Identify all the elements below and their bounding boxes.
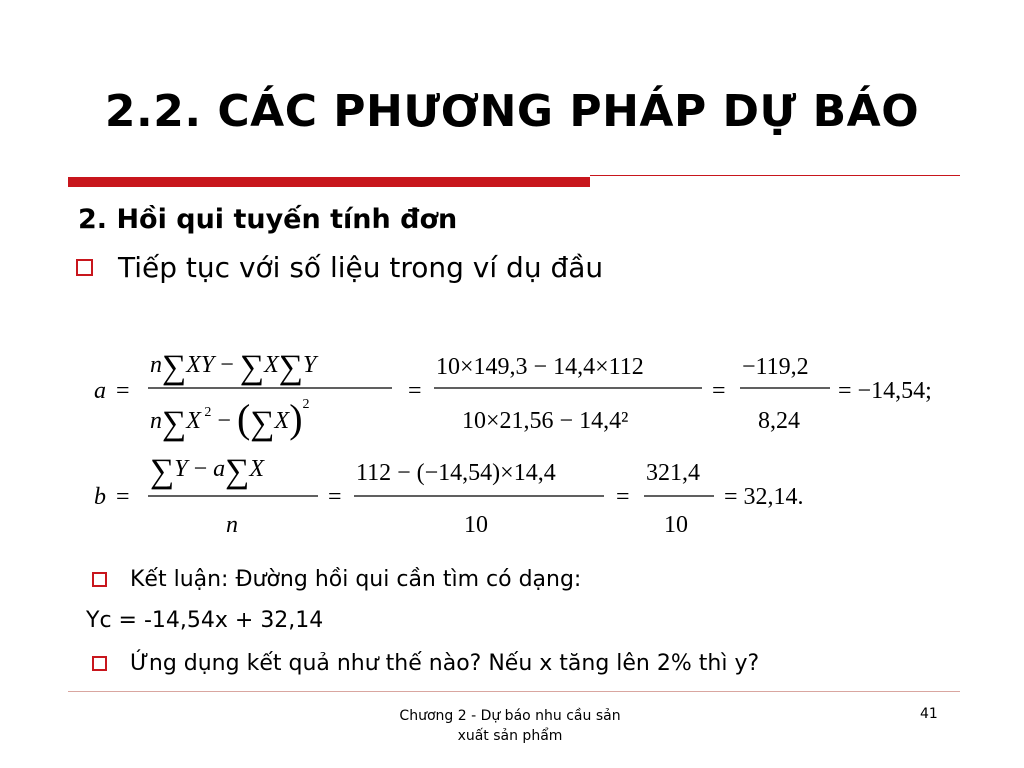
b-general-denominator: n [226,512,238,538]
a-result: = −14,54; [838,378,932,404]
bullet-data-note [76,251,603,284]
a-label: a [94,378,106,404]
title-underline-thick [68,177,590,187]
square-bullet-icon [92,572,107,587]
page-number: 41 [920,706,938,722]
a-values-numerator: 10×149,3 − 14,4×112 [436,354,644,380]
bullet-conclusion [92,567,581,592]
footer-line-1: Chương 2 - Dự báo nhu cầu sản [399,708,621,724]
b-label: b [94,484,106,510]
b-simplified-numerator: 321,4 [646,460,700,486]
footer-line-2: xuất sản phẩm [457,728,563,744]
svg-text:=: = [408,378,422,404]
section-heading: 2. Hồi qui tuyến tính đơn [78,204,458,235]
a-general-numerator: n∑XY − ∑X∑Y [150,349,317,386]
b-values-numerator: 112 − (−14,54)×14,4 [356,460,556,486]
b-result: = 32,14. [724,484,804,510]
a-general-denominator: n∑X $^2 - (\sum X)^2$ [150,396,310,442]
b-values-denominator: 10 [464,512,488,538]
bullet-text: Kết luận: Đường hồi qui cần tìm có dạng: [130,567,582,592]
slide-title: 2.2. CÁC PHƯƠNG PHÁP DỰ BÁO [104,86,920,137]
bullet-text: Ứng dụng kết quả như thế nào? Nếu x tăng lên 2% thì y? [130,651,760,676]
svg-text:=: = [116,378,130,404]
b-simplified-denominator: 10 [664,512,688,538]
svg-text:=: = [712,378,726,404]
footer-divider [68,691,960,692]
square-bullet-icon [76,259,93,276]
svg-text:=: = [116,484,130,510]
footer-caption [360,706,660,746]
square-bullet-icon [92,656,107,671]
svg-text:=: = [328,484,342,510]
bullet-application [92,651,759,676]
title-underline-thin [590,175,960,176]
regression-formulas [90,334,970,544]
svg-text:=: = [616,484,630,510]
formula-a [94,349,932,442]
bullet-text: Tiếp tục với số liệu trong ví dụ đầu [118,251,604,284]
b-general-numerator: ∑Y − a∑X [150,453,265,490]
formula-b [94,453,804,538]
a-values-denominator: 10×21,56 − 14,4² [462,408,629,434]
regression-equation: Yc = -14,54x + 32,14 [86,608,324,633]
a-simplified-denominator: 8,24 [758,408,800,434]
a-simplified-numerator: −119,2 [742,354,809,380]
